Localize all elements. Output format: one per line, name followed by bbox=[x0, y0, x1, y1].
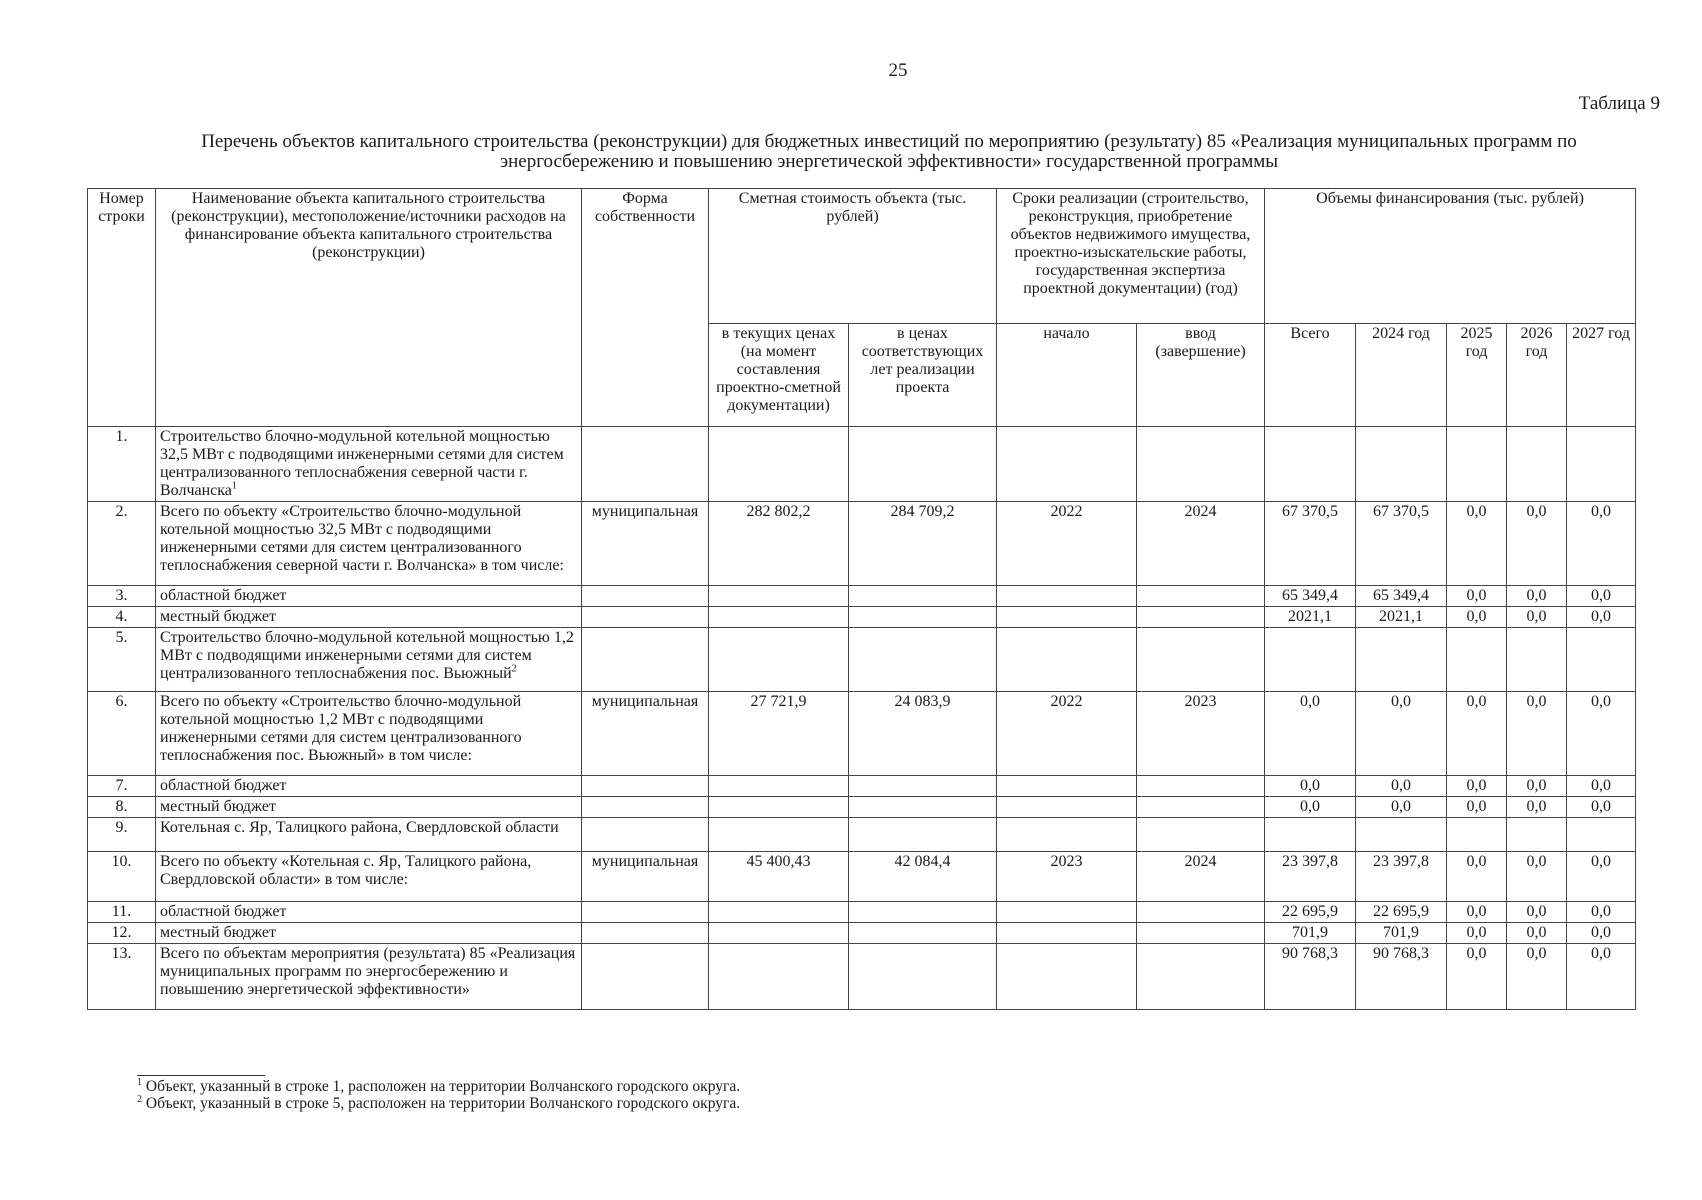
cell-ownership bbox=[582, 776, 709, 797]
cell-end-year bbox=[1137, 944, 1265, 1010]
cell-year-2024: 701,9 bbox=[1356, 923, 1447, 944]
cell-cost-current bbox=[709, 776, 849, 797]
cell-year-2026 bbox=[1507, 628, 1567, 692]
cell-cost-years bbox=[849, 818, 997, 852]
table-row bbox=[88, 502, 1636, 586]
cell-year-2026 bbox=[1507, 427, 1567, 502]
cell-year-2026: 0,0 bbox=[1507, 923, 1567, 944]
cell-ownership: муниципальная bbox=[582, 502, 709, 586]
table-body bbox=[88, 427, 1636, 1010]
cell-start-year: 2022 bbox=[997, 502, 1137, 586]
capital-construction-table bbox=[87, 188, 1636, 1010]
cell-year-2025: 0,0 bbox=[1447, 607, 1507, 628]
cell-cost-years bbox=[849, 427, 997, 502]
cell-year-2026: 0,0 bbox=[1507, 944, 1567, 1010]
cell-year-2025: 0,0 bbox=[1447, 852, 1507, 902]
cell-object-name: местный бюджет bbox=[156, 607, 582, 628]
cell-end-year bbox=[1137, 628, 1265, 692]
table-row bbox=[88, 797, 1636, 818]
cell-year-2025: 0,0 bbox=[1447, 776, 1507, 797]
table-row bbox=[88, 692, 1636, 776]
cell-row-number: 8. bbox=[88, 797, 156, 818]
cell-total: 701,9 bbox=[1265, 923, 1356, 944]
cell-total bbox=[1265, 818, 1356, 852]
cell-year-2026: 0,0 bbox=[1507, 776, 1567, 797]
cell-end-year: 2023 bbox=[1137, 692, 1265, 776]
cell-year-2027: 0,0 bbox=[1567, 797, 1636, 818]
cell-cost-current bbox=[709, 586, 849, 607]
cell-year-2027: 0,0 bbox=[1567, 923, 1636, 944]
title-line-2: энергосбережению и повышению энергетической эффективности» государственной программы bbox=[499, 151, 1279, 172]
cell-cost-years: 24 083,9 bbox=[849, 692, 997, 776]
cell-ownership bbox=[582, 586, 709, 607]
cell-total: 2021,1 bbox=[1265, 607, 1356, 628]
cell-ownership bbox=[582, 427, 709, 502]
cell-year-2024: 0,0 bbox=[1356, 776, 1447, 797]
cell-start-year bbox=[997, 776, 1137, 797]
cell-row-number: 1. bbox=[88, 427, 156, 502]
cell-cost-current bbox=[709, 944, 849, 1010]
cell-end-year: 2024 bbox=[1137, 502, 1265, 586]
cell-year-2025: 0,0 bbox=[1447, 502, 1507, 586]
header-2024: 2024 год bbox=[1356, 324, 1447, 427]
cell-cost-years bbox=[849, 902, 997, 923]
cell-row-number: 2. bbox=[88, 502, 156, 586]
cell-year-2024: 65 349,4 bbox=[1356, 586, 1447, 607]
cell-start-year: 2022 bbox=[997, 692, 1137, 776]
table-row bbox=[88, 852, 1636, 902]
cell-ownership bbox=[582, 818, 709, 852]
footnote-2: $^2$ Объект, указанный в строке 5, расположен на территории Волчанского городского округа. bbox=[137, 1093, 741, 1112]
cell-year-2024: 67 370,5 bbox=[1356, 502, 1447, 586]
cell-object-name: Строительство блочно-модульной котельной мощностью 1,2 МВт с подводящими инженерными сетями для систем централизованного теплоснабжения пос. Вьюжный$^2$ bbox=[156, 628, 582, 692]
cell-end-year bbox=[1137, 427, 1265, 502]
cell-end-year bbox=[1137, 776, 1265, 797]
header-start: начало bbox=[997, 324, 1137, 427]
cell-year-2027 bbox=[1567, 427, 1636, 502]
cell-year-2026: 0,0 bbox=[1507, 607, 1567, 628]
cell-total: 67 370,5 bbox=[1265, 502, 1356, 586]
cell-total: 0,0 bbox=[1265, 692, 1356, 776]
cell-cost-current bbox=[709, 628, 849, 692]
cell-year-2025 bbox=[1447, 628, 1507, 692]
cell-year-2027 bbox=[1567, 818, 1636, 852]
cell-start-year bbox=[997, 902, 1137, 923]
cell-ownership bbox=[582, 902, 709, 923]
header-implementation-terms: Сроки реализации (строительство, реконструкция, приобретение объектов недвижимого имущества, проектно-изыскательские работы, государственная экспертиза проектной документации) (год) bbox=[997, 189, 1265, 324]
cell-cost-years bbox=[849, 628, 997, 692]
cell-year-2027: 0,0 bbox=[1567, 852, 1636, 902]
cell-cost-current bbox=[709, 607, 849, 628]
cell-cost-current: 27 721,9 bbox=[709, 692, 849, 776]
cell-object-name: областной бюджет bbox=[156, 586, 582, 607]
cell-year-2025: 0,0 bbox=[1447, 586, 1507, 607]
header-funding-volumes: Объемы финансирования (тыс. рублей) bbox=[1265, 189, 1636, 324]
cell-cost-current: 45 400,43 bbox=[709, 852, 849, 902]
cell-year-2024: 90 768,3 bbox=[1356, 944, 1447, 1010]
header-cost-current: в текущих ценах (на момент составления проектно-сметной документации) bbox=[709, 324, 849, 427]
header-row-number: Номер строки bbox=[88, 189, 156, 427]
cell-cost-years bbox=[849, 797, 997, 818]
cell-year-2024 bbox=[1356, 628, 1447, 692]
cell-year-2026: 0,0 bbox=[1507, 586, 1567, 607]
table-row bbox=[88, 628, 1636, 692]
cell-row-number: 11. bbox=[88, 902, 156, 923]
cell-cost-current bbox=[709, 818, 849, 852]
table-row bbox=[88, 818, 1636, 852]
cell-cost-current: 282 802,2 bbox=[709, 502, 849, 586]
cell-object-name: Строительство блочно-модульной котельной мощностью 32,5 МВт с подводящими инженерными сетями для систем централизованного теплоснабжения северной части г. Волчанска$^1$ bbox=[156, 427, 582, 502]
cell-row-number: 12. bbox=[88, 923, 156, 944]
cell-cost-years: 284 709,2 bbox=[849, 502, 997, 586]
cell-cost-current bbox=[709, 923, 849, 944]
cell-total: 65 349,4 bbox=[1265, 586, 1356, 607]
page-number: 25 bbox=[888, 60, 908, 81]
cell-start-year bbox=[997, 818, 1137, 852]
cell-row-number: 9. bbox=[88, 818, 156, 852]
cell-row-number: 10. bbox=[88, 852, 156, 902]
cell-ownership bbox=[582, 797, 709, 818]
cell-cost-current bbox=[709, 427, 849, 502]
cell-year-2025 bbox=[1447, 818, 1507, 852]
table-row bbox=[88, 776, 1636, 797]
header-2027: 2027 год bbox=[1567, 324, 1636, 427]
cell-end-year bbox=[1137, 607, 1265, 628]
cell-year-2026 bbox=[1507, 818, 1567, 852]
header-object-name: Наименование объекта капитального строительства (реконструкции), местоположение/источники расходов на финансирование объекта капитального строительства (реконструкции) bbox=[156, 189, 582, 427]
cell-cost-years bbox=[849, 923, 997, 944]
cell-start-year bbox=[997, 797, 1137, 818]
cell-year-2027: 0,0 bbox=[1567, 776, 1636, 797]
cell-cost-years: 42 084,4 bbox=[849, 852, 997, 902]
cell-object-name: Котельная с. Яр, Талицкого района, Свердловской области bbox=[156, 818, 582, 852]
cell-year-2025 bbox=[1447, 427, 1507, 502]
cell-object-name: Всего по объекту «Строительство блочно-модульной котельной мощностью 32,5 МВт с подводящими инженерными сетями для систем централизованного теплоснабжения северной части г. Волчанска» в том числе: bbox=[156, 502, 582, 586]
cell-ownership: муниципальная bbox=[582, 852, 709, 902]
footnote-mark: 1 bbox=[231, 480, 237, 492]
table-row bbox=[88, 607, 1636, 628]
cell-end-year bbox=[1137, 797, 1265, 818]
cell-year-2025: 0,0 bbox=[1447, 923, 1507, 944]
cell-year-2026: 0,0 bbox=[1507, 502, 1567, 586]
cell-cost-years bbox=[849, 586, 997, 607]
header-ownership: Форма собственности bbox=[582, 189, 709, 427]
cell-year-2024: 2021,1 bbox=[1356, 607, 1447, 628]
cell-year-2027: 0,0 bbox=[1567, 902, 1636, 923]
cell-year-2026: 0,0 bbox=[1507, 692, 1567, 776]
cell-row-number: 7. bbox=[88, 776, 156, 797]
header-total: Всего bbox=[1265, 324, 1356, 427]
cell-row-number: 3. bbox=[88, 586, 156, 607]
header-2026: 2026 год bbox=[1507, 324, 1567, 427]
cell-row-number: 13. bbox=[88, 944, 156, 1010]
cell-row-number: 5. bbox=[88, 628, 156, 692]
cell-object-name: местный бюджет bbox=[156, 923, 582, 944]
table-row bbox=[88, 923, 1636, 944]
footnotes bbox=[137, 1075, 740, 1112]
footnote-mark: 2 bbox=[511, 663, 517, 675]
document-title bbox=[120, 132, 1658, 172]
cell-start-year: 2023 bbox=[997, 852, 1137, 902]
cell-ownership bbox=[582, 944, 709, 1010]
cell-year-2026: 0,0 bbox=[1507, 797, 1567, 818]
cell-end-year bbox=[1137, 586, 1265, 607]
cell-year-2027: 0,0 bbox=[1567, 692, 1636, 776]
cell-total: 0,0 bbox=[1265, 797, 1356, 818]
cell-object-name: местный бюджет bbox=[156, 797, 582, 818]
cell-start-year bbox=[997, 586, 1137, 607]
cell-start-year bbox=[997, 944, 1137, 1010]
table-row bbox=[88, 944, 1636, 1010]
cell-year-2027: 0,0 bbox=[1567, 586, 1636, 607]
cell-ownership bbox=[582, 923, 709, 944]
cell-year-2024: 0,0 bbox=[1356, 692, 1447, 776]
cell-total bbox=[1265, 628, 1356, 692]
cell-year-2024 bbox=[1356, 427, 1447, 502]
cell-year-2027: 0,0 bbox=[1567, 502, 1636, 586]
cell-total bbox=[1265, 427, 1356, 502]
table-row bbox=[88, 586, 1636, 607]
cell-ownership: муниципальная bbox=[582, 692, 709, 776]
cell-cost-current bbox=[709, 797, 849, 818]
header-end: ввод (завершение) bbox=[1137, 324, 1265, 427]
cell-year-2025: 0,0 bbox=[1447, 692, 1507, 776]
cell-row-number: 4. bbox=[88, 607, 156, 628]
cell-start-year bbox=[997, 628, 1137, 692]
footnote-1: $^1$ Объект, указанный в строке 1, расположен на территории Волчанского городского округа. bbox=[137, 1076, 741, 1095]
cell-cost-years bbox=[849, 944, 997, 1010]
cell-total: 0,0 bbox=[1265, 776, 1356, 797]
cell-year-2026: 0,0 bbox=[1507, 852, 1567, 902]
cell-total: 22 695,9 bbox=[1265, 902, 1356, 923]
title-line-1: Перечень объектов капитального строительства (реконструкции) для бюджетных инвестиций по мероприятию (результату) 85 «Реализация муниципальных программ по bbox=[201, 131, 1577, 152]
cell-cost-years bbox=[849, 776, 997, 797]
cell-end-year bbox=[1137, 818, 1265, 852]
cell-year-2025: 0,0 bbox=[1447, 902, 1507, 923]
cell-start-year bbox=[997, 427, 1137, 502]
header-2025: 2025 год bbox=[1447, 324, 1507, 427]
footnote-divider bbox=[137, 1075, 265, 1076]
header-estimated-cost: Сметная стоимость объекта (тыс. рублей) bbox=[709, 189, 997, 324]
cell-year-2027 bbox=[1567, 628, 1636, 692]
cell-year-2024: 22 695,9 bbox=[1356, 902, 1447, 923]
cell-year-2027: 0,0 bbox=[1567, 607, 1636, 628]
cell-object-name: Всего по объектам мероприятия (результата) 85 «Реализация муниципальных программ по энергосбережению и повышению энергетической эффективности» bbox=[156, 944, 582, 1010]
table-label: Таблица 9 bbox=[1578, 93, 1660, 114]
cell-object-name: областной бюджет bbox=[156, 776, 582, 797]
header-cost-years: в ценах соответствующих лет реализации проекта bbox=[849, 324, 997, 427]
cell-ownership bbox=[582, 607, 709, 628]
cell-row-number: 6. bbox=[88, 692, 156, 776]
cell-year-2024: 23 397,8 bbox=[1356, 852, 1447, 902]
cell-start-year bbox=[997, 607, 1137, 628]
cell-year-2025: 0,0 bbox=[1447, 944, 1507, 1010]
cell-total: 23 397,8 bbox=[1265, 852, 1356, 902]
table-row bbox=[88, 427, 1636, 502]
cell-cost-years bbox=[849, 607, 997, 628]
cell-end-year bbox=[1137, 923, 1265, 944]
cell-end-year: 2024 bbox=[1137, 852, 1265, 902]
table-row bbox=[88, 902, 1636, 923]
cell-ownership bbox=[582, 628, 709, 692]
cell-object-name: Всего по объекту «Строительство блочно-модульной котельной мощностью 1,2 МВт с подводящими инженерными сетями для систем централизованного теплоснабжения пос. Вьюжный» в том числе: bbox=[156, 692, 582, 776]
cell-year-2024: 0,0 bbox=[1356, 797, 1447, 818]
cell-year-2024 bbox=[1356, 818, 1447, 852]
cell-object-name: Всего по объекту «Котельная с. Яр, Талицкого района, Свердловской области» в том числе: bbox=[156, 852, 582, 902]
cell-total: 90 768,3 bbox=[1265, 944, 1356, 1010]
cell-start-year bbox=[997, 923, 1137, 944]
cell-end-year bbox=[1137, 902, 1265, 923]
cell-year-2027: 0,0 bbox=[1567, 944, 1636, 1010]
cell-cost-current bbox=[709, 902, 849, 923]
cell-object-name: областной бюджет bbox=[156, 902, 582, 923]
cell-year-2026: 0,0 bbox=[1507, 902, 1567, 923]
cell-year-2025: 0,0 bbox=[1447, 797, 1507, 818]
